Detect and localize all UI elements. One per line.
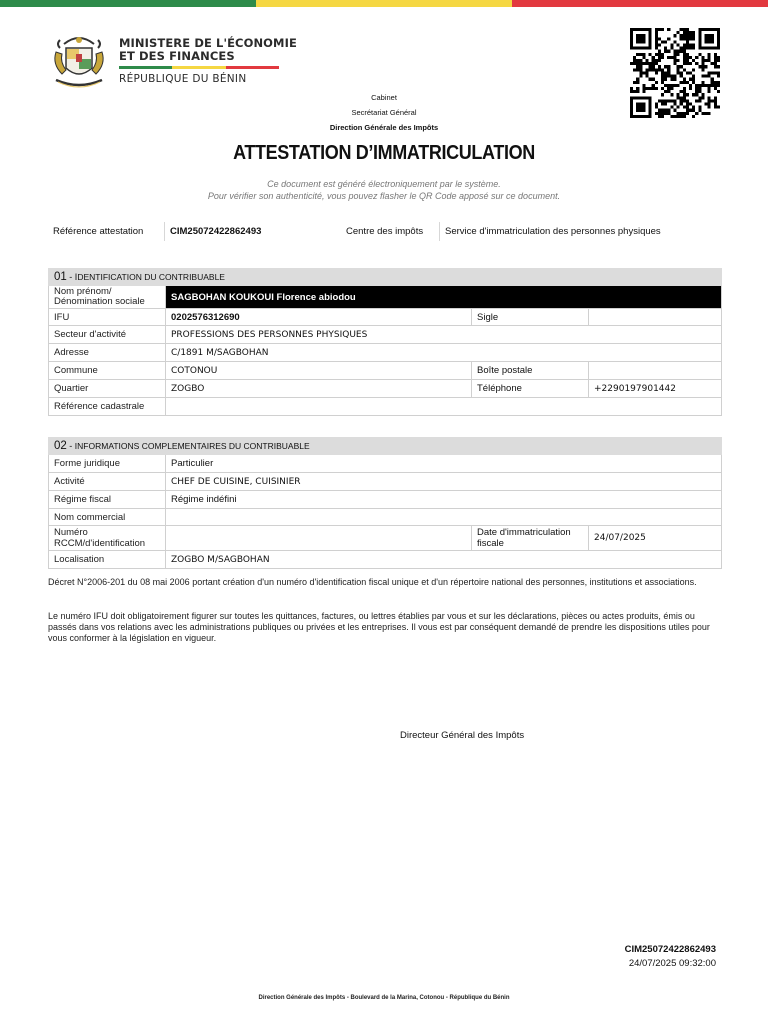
name-label-line1: Nom prénom/ [54,286,112,297]
flag-stripe-green [0,0,256,7]
registration-date-label-line2: fiscale [477,538,504,549]
section1-title: DENTIFICATION DU CONTRIBUABLE [77,272,225,282]
quarter-label: Quartier [49,380,166,398]
bottom-reference-number: CIM25072422862493 [624,944,716,955]
trade-name-value [166,509,722,526]
tax-center-value: Service d'immatriculation des personnes physiques [445,226,661,237]
ifu-value: 0202576312690 [166,309,472,326]
section-identification [48,268,722,416]
admin-secretariat: Secrétariat Général [351,108,417,117]
sigle-value [589,309,722,326]
legal-form-value: Particulier [166,455,722,473]
address-label: Adresse [49,344,166,362]
tax-center-label: Centre des impôts [346,226,424,237]
activity-value: CHEF DE CUISINE, CUISINIER [166,473,722,491]
trade-name-label: Nom commercial [49,509,166,526]
section1-title-initial: I [74,272,78,282]
country-name: RÉPUBLIQUE DU BÉNIN [119,73,247,85]
divider [164,222,165,241]
section1-number: 01 [54,271,67,283]
po-box-label: Boîte postale [472,362,589,380]
admin-hierarchy [0,90,768,135]
admin-cabinet: Cabinet [371,93,397,102]
phone-value: +2290197901442 [589,380,722,398]
phone-label: Téléphone [472,380,589,398]
section2-title: INFORMATIONS COMPLEMENTAIRES DU CONTRIBUABLE [74,441,310,451]
notice-line2: Pour vérifier son authenticité, vous pouvez flasher le QR Code apposé sur ce document. [207,191,561,201]
rccm-label [49,526,166,551]
ministry-name-line2: ET DES FINANCES [119,49,235,63]
name-label-line2: Dénomination sociale [54,296,145,307]
bottom-reference [0,943,716,971]
activity-label: Activité [49,473,166,491]
tax-regime-value: Régime indéfini [166,491,722,509]
decree-paragraph: Décret N°2006-201 du 08 mai 2006 portant création d'un numéro d'identification fiscal unique et d'un répertoire national des personnes, institutions et associations. [48,577,697,587]
name-value: SAGBOHAN KOUKOUI Florence abiodou [166,286,722,309]
flag-stripe [0,0,768,7]
rccm-value [166,526,472,551]
ministry-name-line1: MINISTERE DE L'ÉCONOMIE [119,36,297,50]
reference-label: Référence attestation [53,226,144,237]
signatory-title: Directeur Général des Impôts [400,730,525,741]
rccm-label-line1: Numéro [54,527,88,538]
address-value: C/1891 M/SAGBOHAN [166,344,722,362]
section1-header: 01 - IDENTIFICATION DU CONTRIBUABLE [49,269,722,286]
cadastral-label: Référence cadastrale [49,398,166,416]
sector-label: Secteur d'activité [49,326,166,344]
cadastral-value [166,398,722,416]
admin-direction: Direction Générale des Impôts [329,123,439,132]
quarter-value: ZOGBO [166,380,472,398]
authenticity-notice [0,178,768,202]
reference-value: CIM25072422862493 [170,226,262,237]
flag-stripe-red [512,0,768,7]
registration-date-label [472,526,589,551]
section2-header: 02 - INFORMATIONS COMPLEMENTAIRES DU CONTRIBUABLE [49,438,722,455]
flag-stripe-yellow [256,0,512,7]
sigle-label: Sigle [472,309,589,326]
ministry-color-bar [119,66,279,69]
document-title: ATTESTATION D’IMMATRICULATION [233,142,535,164]
ifu-label: IFU [49,309,166,326]
divider [439,222,440,241]
legal-form-label: Forme juridique [49,455,166,473]
location-value: ZOGBO M/SAGBOHAN [166,551,722,569]
po-box-value [589,362,722,380]
bottom-reference-datetime: 24/07/2025 09:32:00 [628,958,716,969]
tax-regime-label: Régime fiscal [49,491,166,509]
ifu-notice-paragraph: Le numéro IFU doit obligatoirement figurer sur toutes les quittances, factures, ou lettres établies par vous et sur les déclarations, pièces ou actes produits, émis ou passés dans vos relations avec les administrations publiques ou privées et les entreprises. Il vous est par conséquent demandé de prendre les dispositions utiles pour vous conformer à la législation en vigueur. [48,611,710,643]
commune-label: Commune [49,362,166,380]
commune-value: COTONOU [166,362,472,380]
registration-date-label-line1: Date d'immatriculation [477,527,571,538]
name-label [49,286,166,309]
section-complementary [48,437,722,569]
notice-line1: Ce document est généré électroniquement par le système. [267,179,501,189]
reference-row [48,222,722,242]
location-label: Localisation [49,551,166,569]
section2-number: 02 [54,440,67,452]
rccm-label-line2: RCCM/d'identification [54,538,146,549]
coat-of-arms-icon [48,30,110,92]
ministry-header [48,30,297,92]
footer-address: Direction Générale des Impôts - Boulevard de la Marina, Cotonou - République du Bénin [258,995,510,1001]
registration-date-value: 24/07/2025 [589,526,722,551]
sector-value: PROFESSIONS DES PERSONNES PHYSIQUES [166,326,722,344]
